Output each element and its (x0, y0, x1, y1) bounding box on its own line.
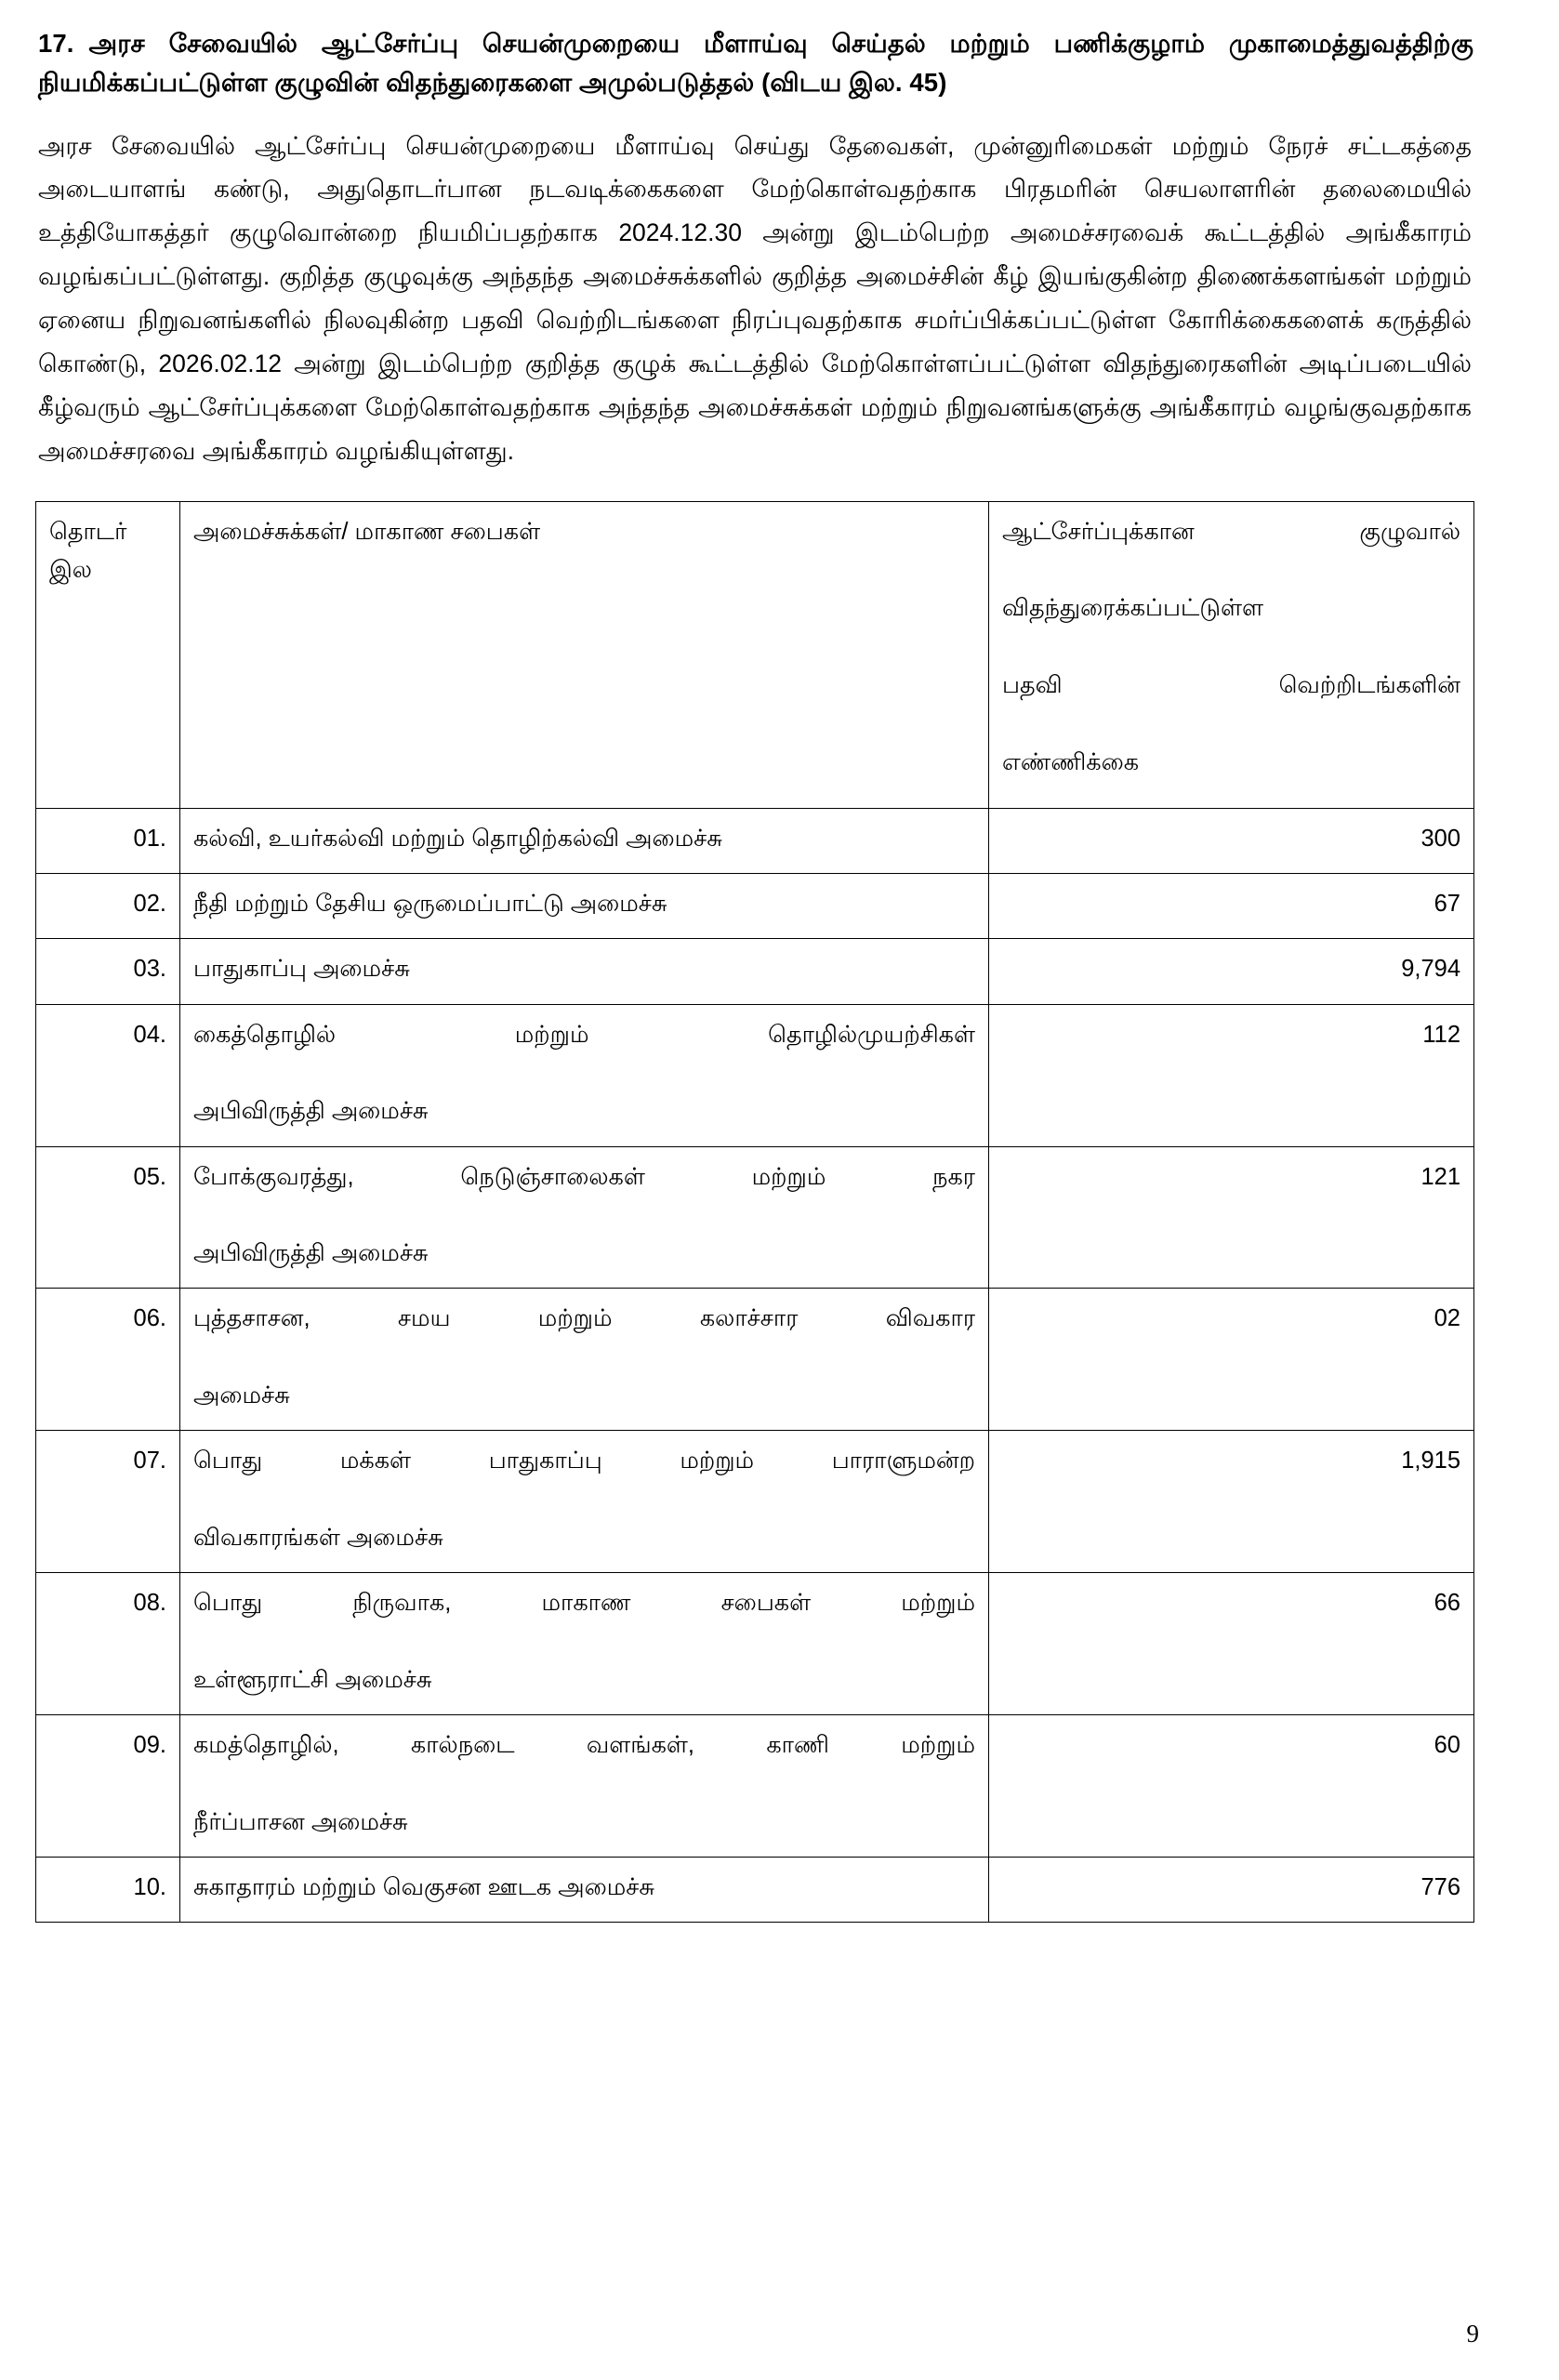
cell-ministry: நீதி மற்றும் தேசிய ஒருமைப்பாட்டு அமைச்சு (180, 874, 989, 939)
cell-ministry: பொது நிருவாக, மாகாண சபைகள் மற்றும் உள்ளூராட்சி அமைச்சு (180, 1573, 989, 1715)
cell-serial: 09. (36, 1715, 180, 1858)
page-number: 9 (1466, 2320, 1479, 2347)
column-header-ministry: அமைச்சுக்கள்/ மாகாண சபைகள் (180, 501, 989, 808)
table-row (36, 1573, 1474, 1715)
table-row (36, 1431, 1474, 1573)
table-row (36, 1004, 1474, 1146)
section-heading (35, 24, 1473, 102)
section-heading-text: அரச சேவையில் ஆட்சேர்ப்பு செயன்முறையை மீளாய்வு செய்தல் மற்றும் பணிக்குழாம் முகாமைத்துவத்திற்கு நியமிக்கப்பட்டுள்ள குழுவின் விதந்துரைகளை அமுல்படுத்தல் (விடய இல. 45) (38, 29, 1473, 97)
cell-serial: 06. (36, 1289, 180, 1431)
cell-serial: 07. (36, 1431, 180, 1573)
cell-ministry: சுகாதாரம் மற்றும் வெகுசன ஊடக அமைச்சு (180, 1858, 989, 1923)
table-row (36, 808, 1474, 873)
cell-ministry: போக்குவரத்து, நெடுஞ்சாலைகள் மற்றும் நகர அபிவிருத்தி அமைச்சு (180, 1146, 989, 1289)
cell-count: 67 (989, 874, 1474, 939)
table-row (36, 1715, 1474, 1858)
cell-ministry: கல்வி, உயர்கல்வி மற்றும் தொழிற்கல்வி அமைச்சு (180, 808, 989, 873)
cell-count: 300 (989, 808, 1474, 873)
cell-ministry: கமத்தொழில், கால்நடை வளங்கள், காணி மற்றும் நீர்ப்பாசன அமைச்சு (180, 1715, 989, 1858)
cell-count: 112 (989, 1004, 1474, 1146)
body-paragraph: அரச சேவையில் ஆட்சேர்ப்பு செயன்முறையை மீளாய்வு செய்து தேவைகள், முன்னுரிமைகள் மற்றும் நேரச் சட்டகத்தை அடையாளங் கண்டு, அதுதொடர்பான நடவடிக்கைகளை மேற்கொள்வதற்காக பிரதமரின் செயலாளரின் தலைமையில் உத்தியோகத்தர் குழுவொன்றை நியமிப்பதற்காக 2024.12.30 அன்று இடம்பெற்ற அமைச்சரவைக் கூட்டத்தில் அங்கீகாரம் வழங்கப்பட்டுள்ளது. குறித்த குழுவுக்கு அந்தந்த அமைச்சுக்களில் குறித்த அமைச்சின் கீழ் இயங்குகின்ற திணைக்களங்கள் மற்றும் ஏனைய நிறுவனங்களில் நிலவுகின்ற பதவி வெற்றிடங்களை நிரப்புவதற்காக சமர்ப்பிக்கப்பட்டுள்ள கோரிக்கைகளைக் கருத்தில் கொண்டு, 2026.02.12 அன்று இடம்பெற்ற குறித்த குழுக் கூட்டத்தில் மேற்கொள்ளப்பட்டுள்ள விதந்துரைகளின் அடிப்படையில் கீழ்வரும் ஆட்சேர்ப்புக்களை மேற்கொள்வதற்காக அந்தந்த அமைச்சுக்கள் மற்றும் நிறுவனங்களுக்கு அங்கீகாரம் வழங்குவதற்காக அமைச்சரவை அங்கீகாரம் வழங்கியுள்ளது. (38, 131, 1472, 465)
table-row (36, 1289, 1474, 1431)
cell-count: 1,915 (989, 1431, 1474, 1573)
table-row (36, 874, 1474, 939)
cell-serial: 10. (36, 1858, 180, 1923)
cell-serial: 03. (36, 939, 180, 1004)
cell-count: 66 (989, 1573, 1474, 1715)
recruitment-table (35, 501, 1474, 1924)
cell-count: 776 (989, 1858, 1474, 1923)
table-body (36, 808, 1474, 1923)
section-number: 17. (38, 29, 74, 58)
column-header-serial: தொடர் இல (36, 501, 180, 808)
table-row (36, 1858, 1474, 1923)
cell-ministry: பொது மக்கள் பாதுகாப்பு மற்றும் பாராளுமன்ற விவகாரங்கள் அமைச்சு (180, 1431, 989, 1573)
table-row (36, 939, 1474, 1004)
cell-serial: 05. (36, 1146, 180, 1289)
table-row (36, 1146, 1474, 1289)
cell-serial: 02. (36, 874, 180, 939)
cell-serial: 04. (36, 1004, 180, 1146)
cell-serial: 08. (36, 1573, 180, 1715)
cell-ministry: பாதுகாப்பு அமைச்சு (180, 939, 989, 1004)
cell-count: 60 (989, 1715, 1474, 1858)
cell-count: 02 (989, 1289, 1474, 1431)
cell-count: 121 (989, 1146, 1474, 1289)
column-header-vacancy-count: ஆட்சேர்ப்புக்கான குழுவால் விதந்துரைக்கப்பட்டுள்ள பதவி வெற்றிடங்களின் எண்ணிக்கை (989, 501, 1474, 808)
table-head (36, 501, 1474, 808)
cell-count: 9,794 (989, 939, 1474, 1004)
table-header-row (36, 501, 1474, 808)
cell-serial: 01. (36, 808, 180, 873)
cell-ministry: கைத்தொழில் மற்றும் தொழில்முயற்சிகள் அபிவிருத்தி அமைச்சு (180, 1004, 989, 1146)
cell-ministry: புத்தசாசன, சமய மற்றும் கலாச்சார விவகார அமைச்சு (180, 1289, 989, 1431)
